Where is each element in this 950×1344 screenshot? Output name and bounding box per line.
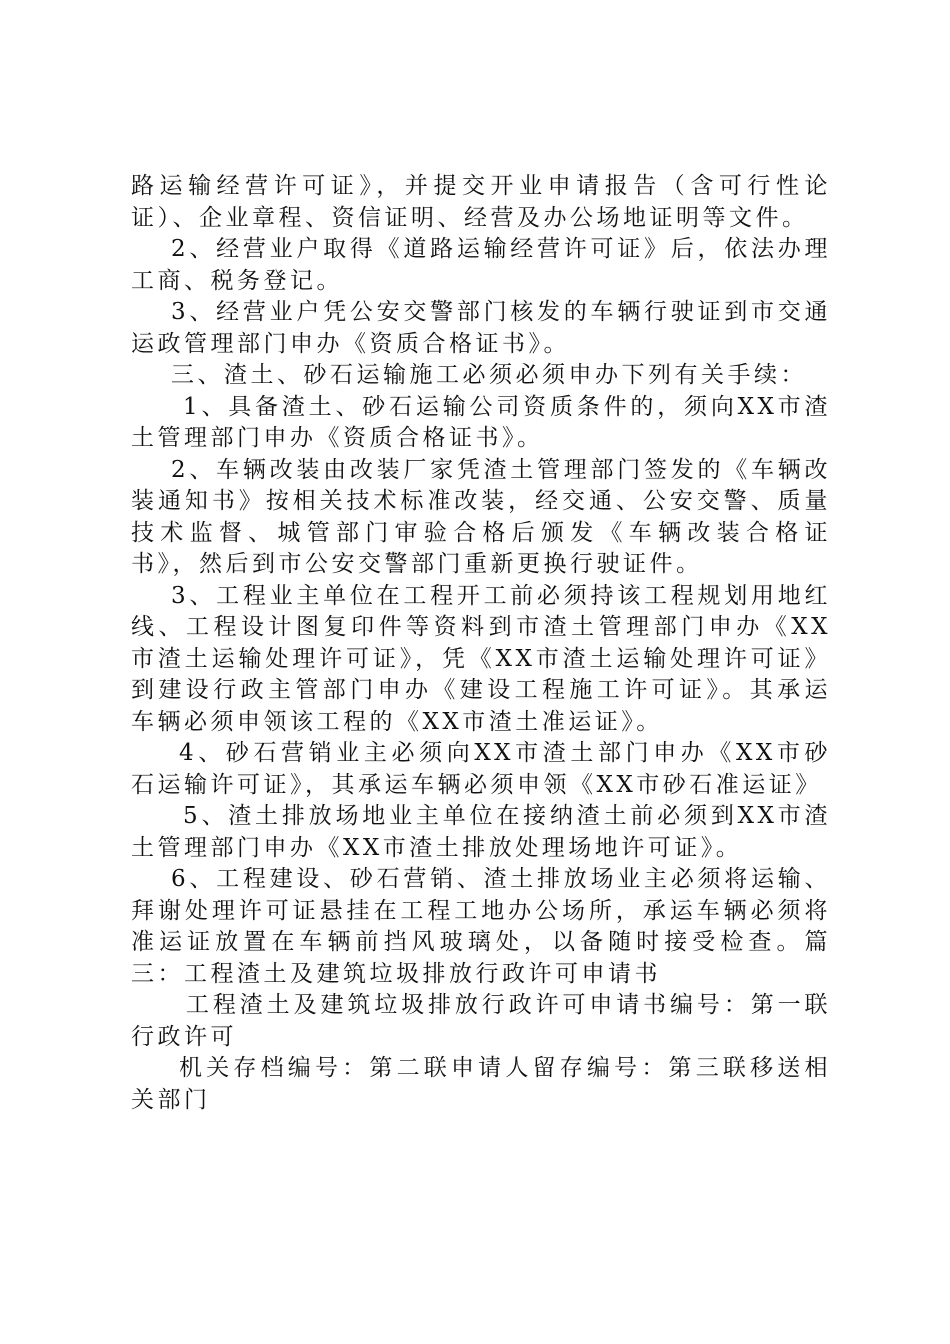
paragraph-1: 路运输经营许可证》，并提交开业申请报告（含可行性论证）、企业章程、资信证明、经营及办公场地证明等文件。 — [131, 173, 831, 231]
paragraph-10: 工程渣土及建筑垃圾排放行政许可申请书编号：第一联行政许可 — [131, 992, 831, 1050]
paragraph-7: 4、砂石营销业主必须向XX市渣土部门申办《XX市砂石运输许可证》，其承运车辆必须申领《XX市砂石准运证》 — [131, 740, 831, 798]
paragraph-3: 3、经营业户凭公安交警部门核发的车辆行驶证到市交通运政管理部门申办《资质合格证书》。 — [131, 299, 831, 357]
paragraph-11: 机关存档编号：第二联申请人留存编号：第三联移送相关部门 — [131, 1055, 831, 1113]
paragraph-6: 3、工程业主单位在工程开工前必须持该工程规划用地红线、工程设计图复印件等资料到市渣土管理部门申办《XX市渣土运输处理许可证》，凭《XX市渣土运输处理许可证》到建设行政主管部门申办《建设工程施工许可证》。其承运车辆必须申领该工程的《XX市渣土准运证》。 — [131, 582, 831, 735]
paragraph-4: 1、具备渣土、砂石运输公司资质条件的，须向XX市渣土管理部门申办《资质合格证书》。 — [131, 393, 831, 451]
paragraph-8: 5、渣土排放场地业主单位在接纳渣土前必须到XX市渣土管理部门申办《XX市渣土排放处理场地许可证》。 — [131, 803, 831, 861]
paragraph-2: 2、经营业户取得《道路运输经营许可证》后，依法办理工商、税务登记。 — [131, 236, 831, 294]
section-heading-3: 三、渣土、砂石运输施工必须必须申办下列有关手续： — [171, 362, 807, 388]
paragraph-9: 6、工程建设、砂石营销、渣土排放场业主必须将运输、拜谢处理许可证悬挂在工程工地办公场所，承运车辆必须将准运证放置在车辆前挡风玻璃处，以备随时接受检查。篇三：工程渣土及建筑垃圾排放行政许可申请书 — [131, 866, 831, 987]
document-body — [131, 171, 831, 1116]
paragraph-5: 2、车辆改装由改装厂家凭渣土管理部门签发的《车辆改装通知书》按相关技术标准改装，经交通、公安交警、质量技术监督、城管部门审验合格后颁发《车辆改装合格证书》，然后到市公安交警部门重新更换行驶证件。 — [131, 456, 831, 577]
